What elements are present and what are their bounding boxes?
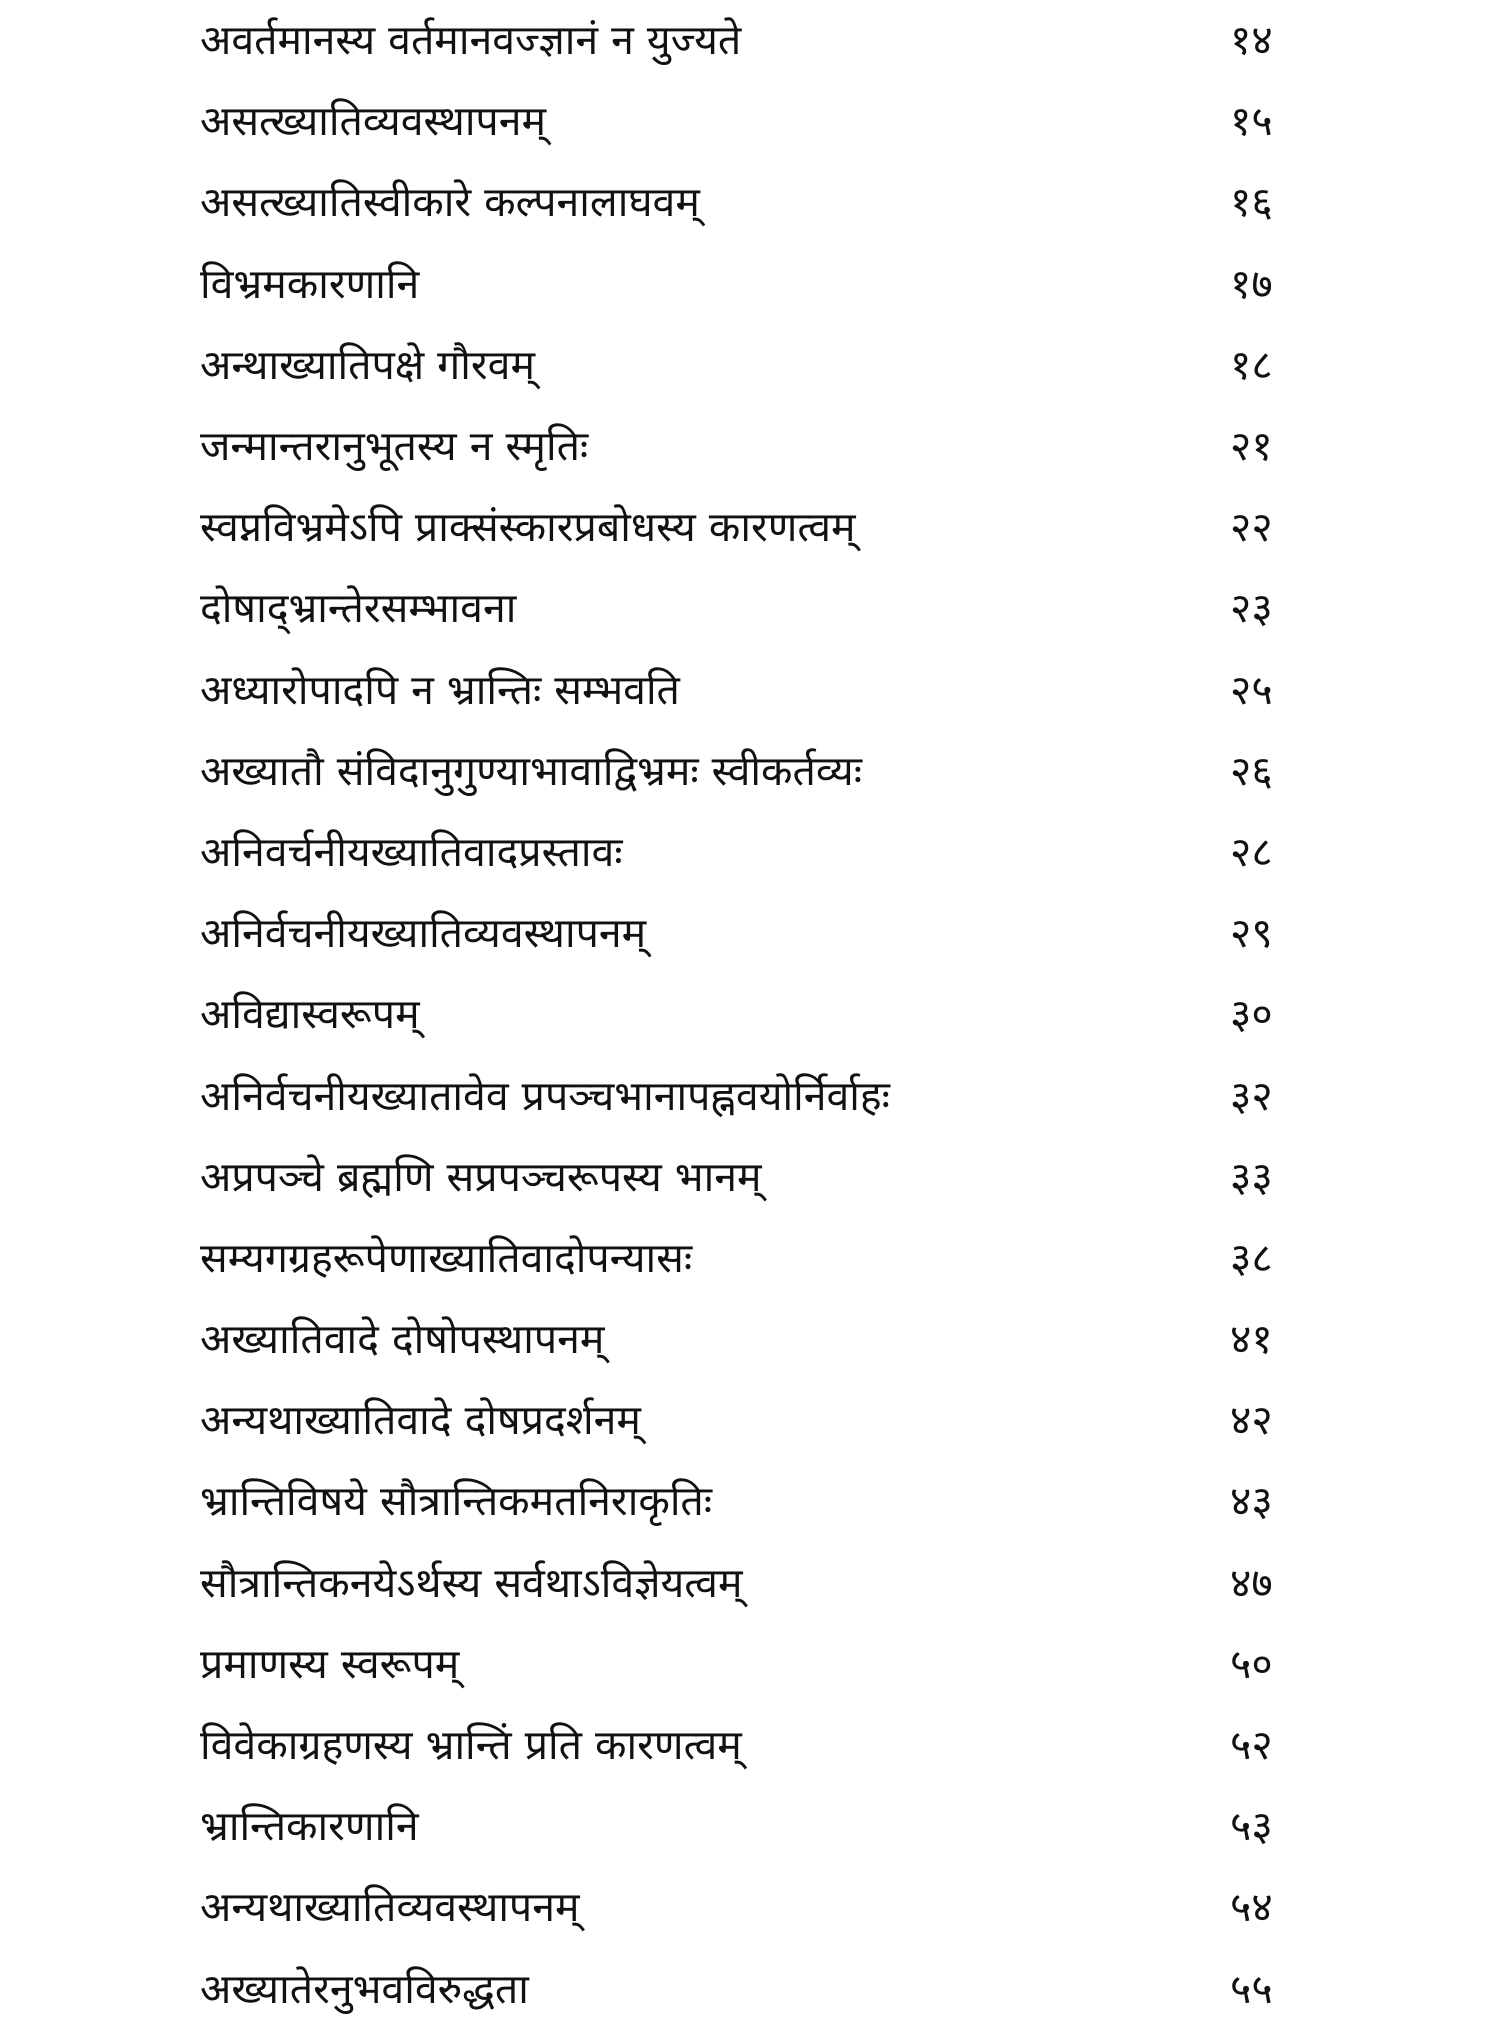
- toc-entry: [200, 325, 1330, 406]
- toc-entry-title: अनिर्वचनीयख्यातिव्यवस्थापनम्: [200, 909, 647, 958]
- toc-entry: [200, 1624, 1330, 1705]
- toc-entry: [200, 0, 1330, 81]
- toc-entry-page-number: २३: [1230, 584, 1273, 633]
- toc-entry-title: अन्यथाख्यातिव्यवस्थापनम्: [200, 1883, 580, 1932]
- toc-entry: [200, 1461, 1330, 1542]
- toc-entry-page-number: २२: [1230, 503, 1273, 552]
- toc-entry-page-number: १४: [1230, 16, 1273, 65]
- toc-entry: [200, 731, 1330, 812]
- toc-entry-page-number: ४३: [1230, 1477, 1273, 1526]
- toc-entry-title: भ्रान्तिकारणानि: [200, 1802, 419, 1851]
- toc-entry-title: असत्ख्यातिव्यवस्थापनम्: [200, 97, 546, 146]
- toc-entry-page-number: ४१: [1230, 1315, 1273, 1364]
- toc-entry: [200, 162, 1330, 243]
- toc-entry-title: जन्मान्तरानुभूतस्य न स्मृतिः: [200, 422, 589, 471]
- toc-entry-title: विवेकाग्रहणस्य भ्रान्तिं प्रति कारणत्वम्: [200, 1721, 742, 1770]
- toc-entry: [200, 974, 1330, 1055]
- toc-entry-title: स्वप्नविभ्रमेऽपि प्राक्संस्कारप्रबोधस्य कारणत्वम्: [200, 503, 856, 552]
- toc-entry-title: अन्थाख्यातिपक्षे गौरवम्: [200, 340, 535, 389]
- toc-entry: [200, 1543, 1330, 1624]
- toc-entry-page-number: ५०: [1230, 1639, 1273, 1688]
- toc-entry: [200, 812, 1330, 893]
- toc-entry-title: अख्यातिवादे दोषोपस्थापनम्: [200, 1315, 605, 1364]
- toc-entry: [200, 406, 1330, 487]
- toc-entry-title: दोषाद्भ्रान्तेरसम्भावना: [200, 584, 517, 633]
- table-of-contents: [200, 0, 1330, 2030]
- toc-entry-page-number: ५४: [1230, 1883, 1273, 1932]
- toc-entry-page-number: ४७: [1230, 1558, 1273, 1607]
- toc-entry-title: अख्यातौ संविदानुगुण्याभावाद्विभ्रमः स्वीकर्तव्यः: [200, 746, 862, 795]
- toc-entry-page-number: ५२: [1230, 1721, 1273, 1770]
- toc-entry-title: अख्यातेरनुभवविरुद्धता: [200, 1964, 529, 2013]
- toc-entry: [200, 1705, 1330, 1786]
- toc-entry-page-number: ३८: [1230, 1233, 1273, 1282]
- toc-entry-page-number: १७: [1230, 259, 1273, 308]
- toc-entry-title: प्रमाणस्य स्वरूपम्: [200, 1639, 460, 1688]
- toc-entry-title: अनिर्वचनीयख्यातावेव प्रपञ्चभानापह्नवयोर्निर्वाहः: [200, 1071, 890, 1120]
- toc-entry-page-number: २९: [1230, 909, 1273, 958]
- toc-entry-page-number: ५५: [1230, 1964, 1273, 2013]
- toc-entry: [200, 650, 1330, 731]
- toc-entry: [200, 244, 1330, 325]
- toc-entry-title: अन्यथाख्यातिवादे दोषप्रदर्शनम्: [200, 1396, 641, 1445]
- toc-entry: [200, 1055, 1330, 1136]
- toc-entry-page-number: १६: [1230, 178, 1273, 227]
- toc-entry: [200, 1949, 1330, 2030]
- toc-entry-page-number: २५: [1230, 665, 1273, 714]
- toc-entry-title: असत्ख्यातिस्वीकारे कल्पनालाघवम्: [200, 178, 700, 227]
- toc-entry-page-number: ५३: [1230, 1802, 1273, 1851]
- toc-entry-page-number: ३०: [1230, 990, 1273, 1039]
- toc-entry-title: सम्यगग्रहरूपेणाख्यातिवादोपन्यासः: [200, 1233, 693, 1282]
- toc-entry: [200, 568, 1330, 649]
- toc-entry: [200, 1218, 1330, 1299]
- toc-entry: [200, 1786, 1330, 1867]
- toc-entry-page-number: ३३: [1230, 1152, 1273, 1201]
- toc-entry-title: भ्रान्तिविषये सौत्रान्तिकमतनिराकृतिः: [200, 1477, 713, 1526]
- toc-entry: [200, 1299, 1330, 1380]
- toc-entry-page-number: २८: [1230, 827, 1273, 876]
- toc-entry-title: अविद्यास्वरूपम्: [200, 990, 420, 1039]
- toc-entry-page-number: १८: [1230, 340, 1273, 389]
- toc-entry-title: अध्यारोपादपि न भ्रान्तिः सम्भवति: [200, 665, 680, 714]
- toc-entry: [200, 893, 1330, 974]
- toc-entry-page-number: १५: [1230, 97, 1273, 146]
- toc-entry-title: सौत्रान्तिकनयेऽर्थस्य सर्वथाऽविज्ञेयत्वम्: [200, 1558, 743, 1607]
- toc-entry-page-number: ३२: [1230, 1071, 1273, 1120]
- toc-entry-title: अप्रपञ्चे ब्रह्मणि सप्रपञ्चरूपस्य भानम्: [200, 1152, 762, 1201]
- toc-entry: [200, 1380, 1330, 1461]
- toc-entry-title: विभ्रमकारणानि: [200, 259, 420, 308]
- toc-entry: [200, 487, 1330, 568]
- toc-entry: [200, 81, 1330, 162]
- toc-entry-page-number: २१: [1230, 422, 1273, 471]
- toc-entry-page-number: २६: [1230, 746, 1273, 795]
- toc-entry: [200, 1867, 1330, 1948]
- toc-entry-title: अवर्तमानस्य वर्तमानवज्ज्ञानं न युज्यते: [200, 16, 742, 65]
- toc-entry-page-number: ४२: [1230, 1396, 1273, 1445]
- toc-entry-title: अनिवर्चनीयख्यातिवादप्रस्तावः: [200, 827, 623, 876]
- toc-entry: [200, 1137, 1330, 1218]
